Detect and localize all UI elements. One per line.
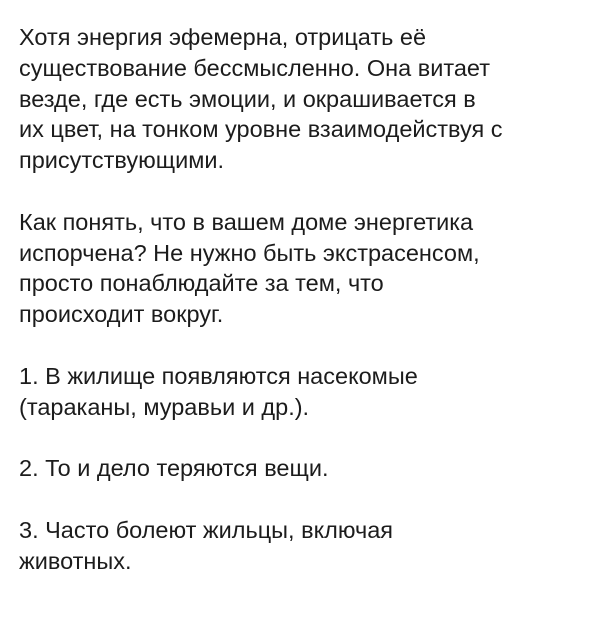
text-line: существование бессмысленно. Она витает [19, 54, 490, 81]
text-line: происходит вокруг. [19, 301, 224, 328]
text-line: просто понаблюдайте за тем, что [19, 270, 384, 297]
text-line: их цвет, на тонком уровне взаимодействуя с [19, 116, 503, 143]
list-item-2 [19, 453, 589, 484]
paragraph-spacer [19, 484, 589, 515]
document-body [19, 22, 589, 576]
text-line: Хотя энергия эфемерна, отрицать её [19, 24, 427, 50]
text-line: животных. [19, 547, 132, 574]
text-line: испорчена? Не нужно быть экстрасенсом, [19, 239, 480, 266]
text-line: 1. В жилище появляются насекомые [19, 362, 418, 389]
paragraph-spacer [19, 176, 589, 207]
text-line: (тараканы, муравьи и др.). [19, 393, 310, 420]
text-line: присутствующими. [19, 147, 225, 174]
text-line: Как понять, что в вашем доме энергетика [19, 208, 474, 235]
text-line: 2. То и дело теряются вещи. [19, 455, 329, 482]
paragraph-spacer [19, 422, 589, 453]
text-line: 3. Часто болеют жильцы, включая [19, 516, 394, 543]
paragraph-spacer [19, 330, 589, 361]
list-item-1 [19, 361, 589, 423]
text-line: везде, где есть эмоции, и окрашивается в [19, 85, 476, 112]
intro-paragraph [19, 22, 589, 176]
question-paragraph [19, 207, 589, 330]
list-item-3 [19, 515, 589, 577]
